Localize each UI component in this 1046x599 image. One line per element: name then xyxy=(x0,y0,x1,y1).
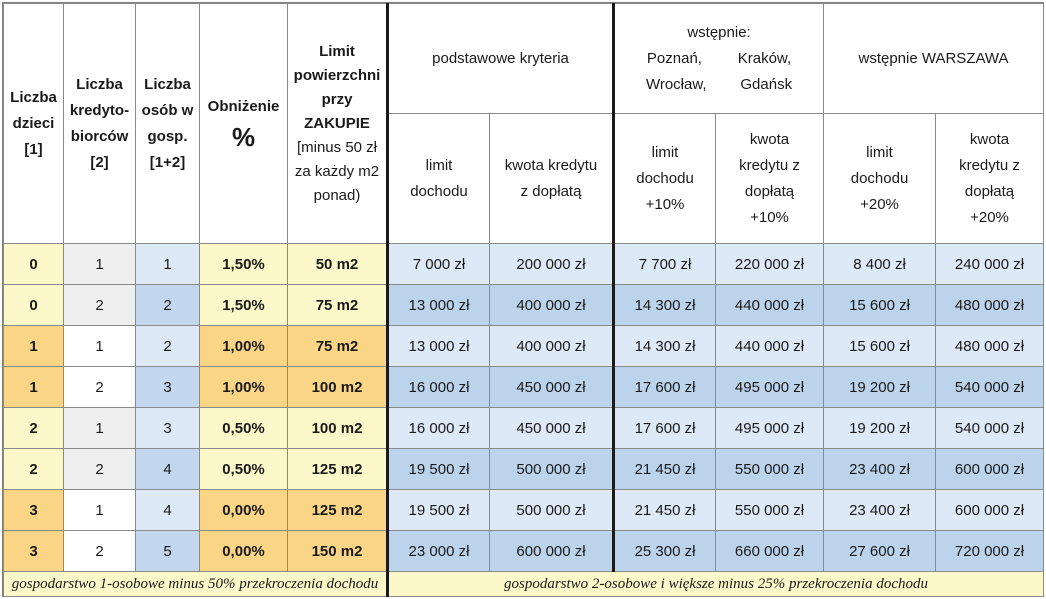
header-warsaw: wstępnie WARSZAWA xyxy=(824,4,1044,114)
table-cell: 400 000 zł xyxy=(490,326,614,367)
table-cell: 2 xyxy=(64,367,136,408)
table-cell: 75 m2 xyxy=(288,285,388,326)
table-cell: 240 000 zł xyxy=(936,244,1044,285)
table-cell: 23 400 zł xyxy=(824,449,936,490)
percent-symbol: % xyxy=(231,121,256,152)
table-cell: 1,00% xyxy=(200,326,288,367)
table-cell: 1 xyxy=(64,326,136,367)
table-cell: 550 000 zł xyxy=(716,449,824,490)
footer-note-multi: gospodarstwo 2-osobowe i większe minus 25% przekroczenia dochodu xyxy=(388,572,1044,597)
table-cell: 23 400 zł xyxy=(824,490,936,531)
table-cell: 3 xyxy=(4,490,64,531)
table-row xyxy=(4,408,1044,449)
table-cell: 2 xyxy=(64,285,136,326)
table-cell: 19 500 zł xyxy=(388,490,490,531)
table-cell: 220 000 zł xyxy=(716,244,824,285)
table-cell: 440 000 zł xyxy=(716,285,824,326)
header-cities: wstępnie: Poznań, Kraków, Wrocław, Gdańsk xyxy=(614,4,824,114)
table-cell: 2 xyxy=(136,285,200,326)
table-cell: 1 xyxy=(4,326,64,367)
table-cell: 600 000 zł xyxy=(936,449,1044,490)
table-cell: 23 000 zł xyxy=(388,531,490,572)
footer-note-single: gospodarstwo 1-osobowe minus 50% przekroczenia dochodu xyxy=(4,572,388,597)
table-cell: 0,50% xyxy=(200,408,288,449)
table-cell: 19 200 zł xyxy=(824,367,936,408)
table-cell: 125 m2 xyxy=(288,490,388,531)
table-cell: 440 000 zł xyxy=(716,326,824,367)
table-cell: 3 xyxy=(136,408,200,449)
table-cell: 50 m2 xyxy=(288,244,388,285)
table-cell: 2 xyxy=(64,531,136,572)
table-cell: 450 000 zł xyxy=(490,408,614,449)
table-cell: 1,50% xyxy=(200,285,288,326)
header-income-limit-10: limit dochodu +10% xyxy=(614,114,716,244)
header-children: Liczba dzieci [1] xyxy=(4,4,64,244)
table-cell: 540 000 zł xyxy=(936,367,1044,408)
table-cell: 15 600 zł xyxy=(824,326,936,367)
table-cell: 0,00% xyxy=(200,490,288,531)
table-cell: 540 000 zł xyxy=(936,408,1044,449)
table-cell: 1 xyxy=(64,244,136,285)
spreadsheet xyxy=(2,2,1044,597)
table-cell: 17 600 zł xyxy=(614,367,716,408)
table-cell: 480 000 zł xyxy=(936,326,1044,367)
table-cell: 0,50% xyxy=(200,449,288,490)
table-cell: 1 xyxy=(136,244,200,285)
table-cell: 1,50% xyxy=(200,244,288,285)
table-cell: 3 xyxy=(136,367,200,408)
table-cell: 100 m2 xyxy=(288,367,388,408)
table-cell: 8 400 zł xyxy=(824,244,936,285)
table-cell: 500 000 zł xyxy=(490,490,614,531)
table-cell: 13 000 zł xyxy=(388,326,490,367)
header-income-limit-20: limit dochodu +20% xyxy=(824,114,936,244)
table-cell: 4 xyxy=(136,449,200,490)
table-cell: 27 600 zł xyxy=(824,531,936,572)
table-cell: 450 000 zł xyxy=(490,367,614,408)
header-area-limit: Limit powierzchni przy ZAKUPIE [minus 50 zł za każdy m2 ponad) xyxy=(288,4,388,244)
header-reduction: Obniżenie % xyxy=(200,4,288,244)
header-borrowers: Liczba kredyto- biorców [2] xyxy=(64,4,136,244)
loan-criteria-table xyxy=(3,3,1044,597)
table-cell: 600 000 zł xyxy=(490,531,614,572)
table-cell: 2 xyxy=(64,449,136,490)
table-cell: 1,00% xyxy=(200,367,288,408)
table-cell: 7 700 zł xyxy=(614,244,716,285)
table-cell: 2 xyxy=(136,326,200,367)
table-cell: 3 xyxy=(4,531,64,572)
table-cell: 19 200 zł xyxy=(824,408,936,449)
header-credit-amount: kwota kredytu z dopłatą xyxy=(490,114,614,244)
table-cell: 400 000 zł xyxy=(490,285,614,326)
table-cell: 150 m2 xyxy=(288,531,388,572)
table-cell: 480 000 zł xyxy=(936,285,1044,326)
header-credit-amount-20: kwota kredytu z dopłatą +20% xyxy=(936,114,1044,244)
table-cell: 500 000 zł xyxy=(490,449,614,490)
table-cell: 14 300 zł xyxy=(614,326,716,367)
table-cell: 0,00% xyxy=(200,531,288,572)
table-cell: 16 000 zł xyxy=(388,408,490,449)
table-cell: 0 xyxy=(4,285,64,326)
table-cell: 550 000 zł xyxy=(716,490,824,531)
table-cell: 660 000 zł xyxy=(716,531,824,572)
table-cell: 14 300 zł xyxy=(614,285,716,326)
table-row xyxy=(4,531,1044,572)
table-cell: 495 000 zł xyxy=(716,367,824,408)
table-cell: 1 xyxy=(4,367,64,408)
table-row xyxy=(4,367,1044,408)
table-cell: 1 xyxy=(64,408,136,449)
table-cell: 100 m2 xyxy=(288,408,388,449)
table-cell: 2 xyxy=(4,449,64,490)
table-cell: 600 000 zł xyxy=(936,490,1044,531)
table-row xyxy=(4,490,1044,531)
table-cell: 7 000 zł xyxy=(388,244,490,285)
header-persons: Liczba osób w gosp. [1+2] xyxy=(136,4,200,244)
table-cell: 16 000 zł xyxy=(388,367,490,408)
table-cell: 13 000 zł xyxy=(388,285,490,326)
header-basic-criteria: podstawowe kryteria xyxy=(388,4,614,114)
table-cell: 200 000 zł xyxy=(490,244,614,285)
table-cell: 125 m2 xyxy=(288,449,388,490)
table-row xyxy=(4,285,1044,326)
table-cell: 15 600 zł xyxy=(824,285,936,326)
header-income-limit: limit dochodu xyxy=(388,114,490,244)
table-cell: 5 xyxy=(136,531,200,572)
table-row xyxy=(4,326,1044,367)
table-cell: 21 450 zł xyxy=(614,490,716,531)
table-cell: 21 450 zł xyxy=(614,449,716,490)
table-cell: 1 xyxy=(64,490,136,531)
header-credit-amount-10: kwota kredytu z dopłatą +10% xyxy=(716,114,824,244)
table-cell: 25 300 zł xyxy=(614,531,716,572)
table-cell: 495 000 zł xyxy=(716,408,824,449)
table-row xyxy=(4,449,1044,490)
table-row xyxy=(4,244,1044,285)
table-cell: 75 m2 xyxy=(288,326,388,367)
table-cell: 4 xyxy=(136,490,200,531)
table-cell: 19 500 zł xyxy=(388,449,490,490)
table-cell: 17 600 zł xyxy=(614,408,716,449)
table-cell: 720 000 zł xyxy=(936,531,1044,572)
table-cell: 0 xyxy=(4,244,64,285)
table-cell: 2 xyxy=(4,408,64,449)
